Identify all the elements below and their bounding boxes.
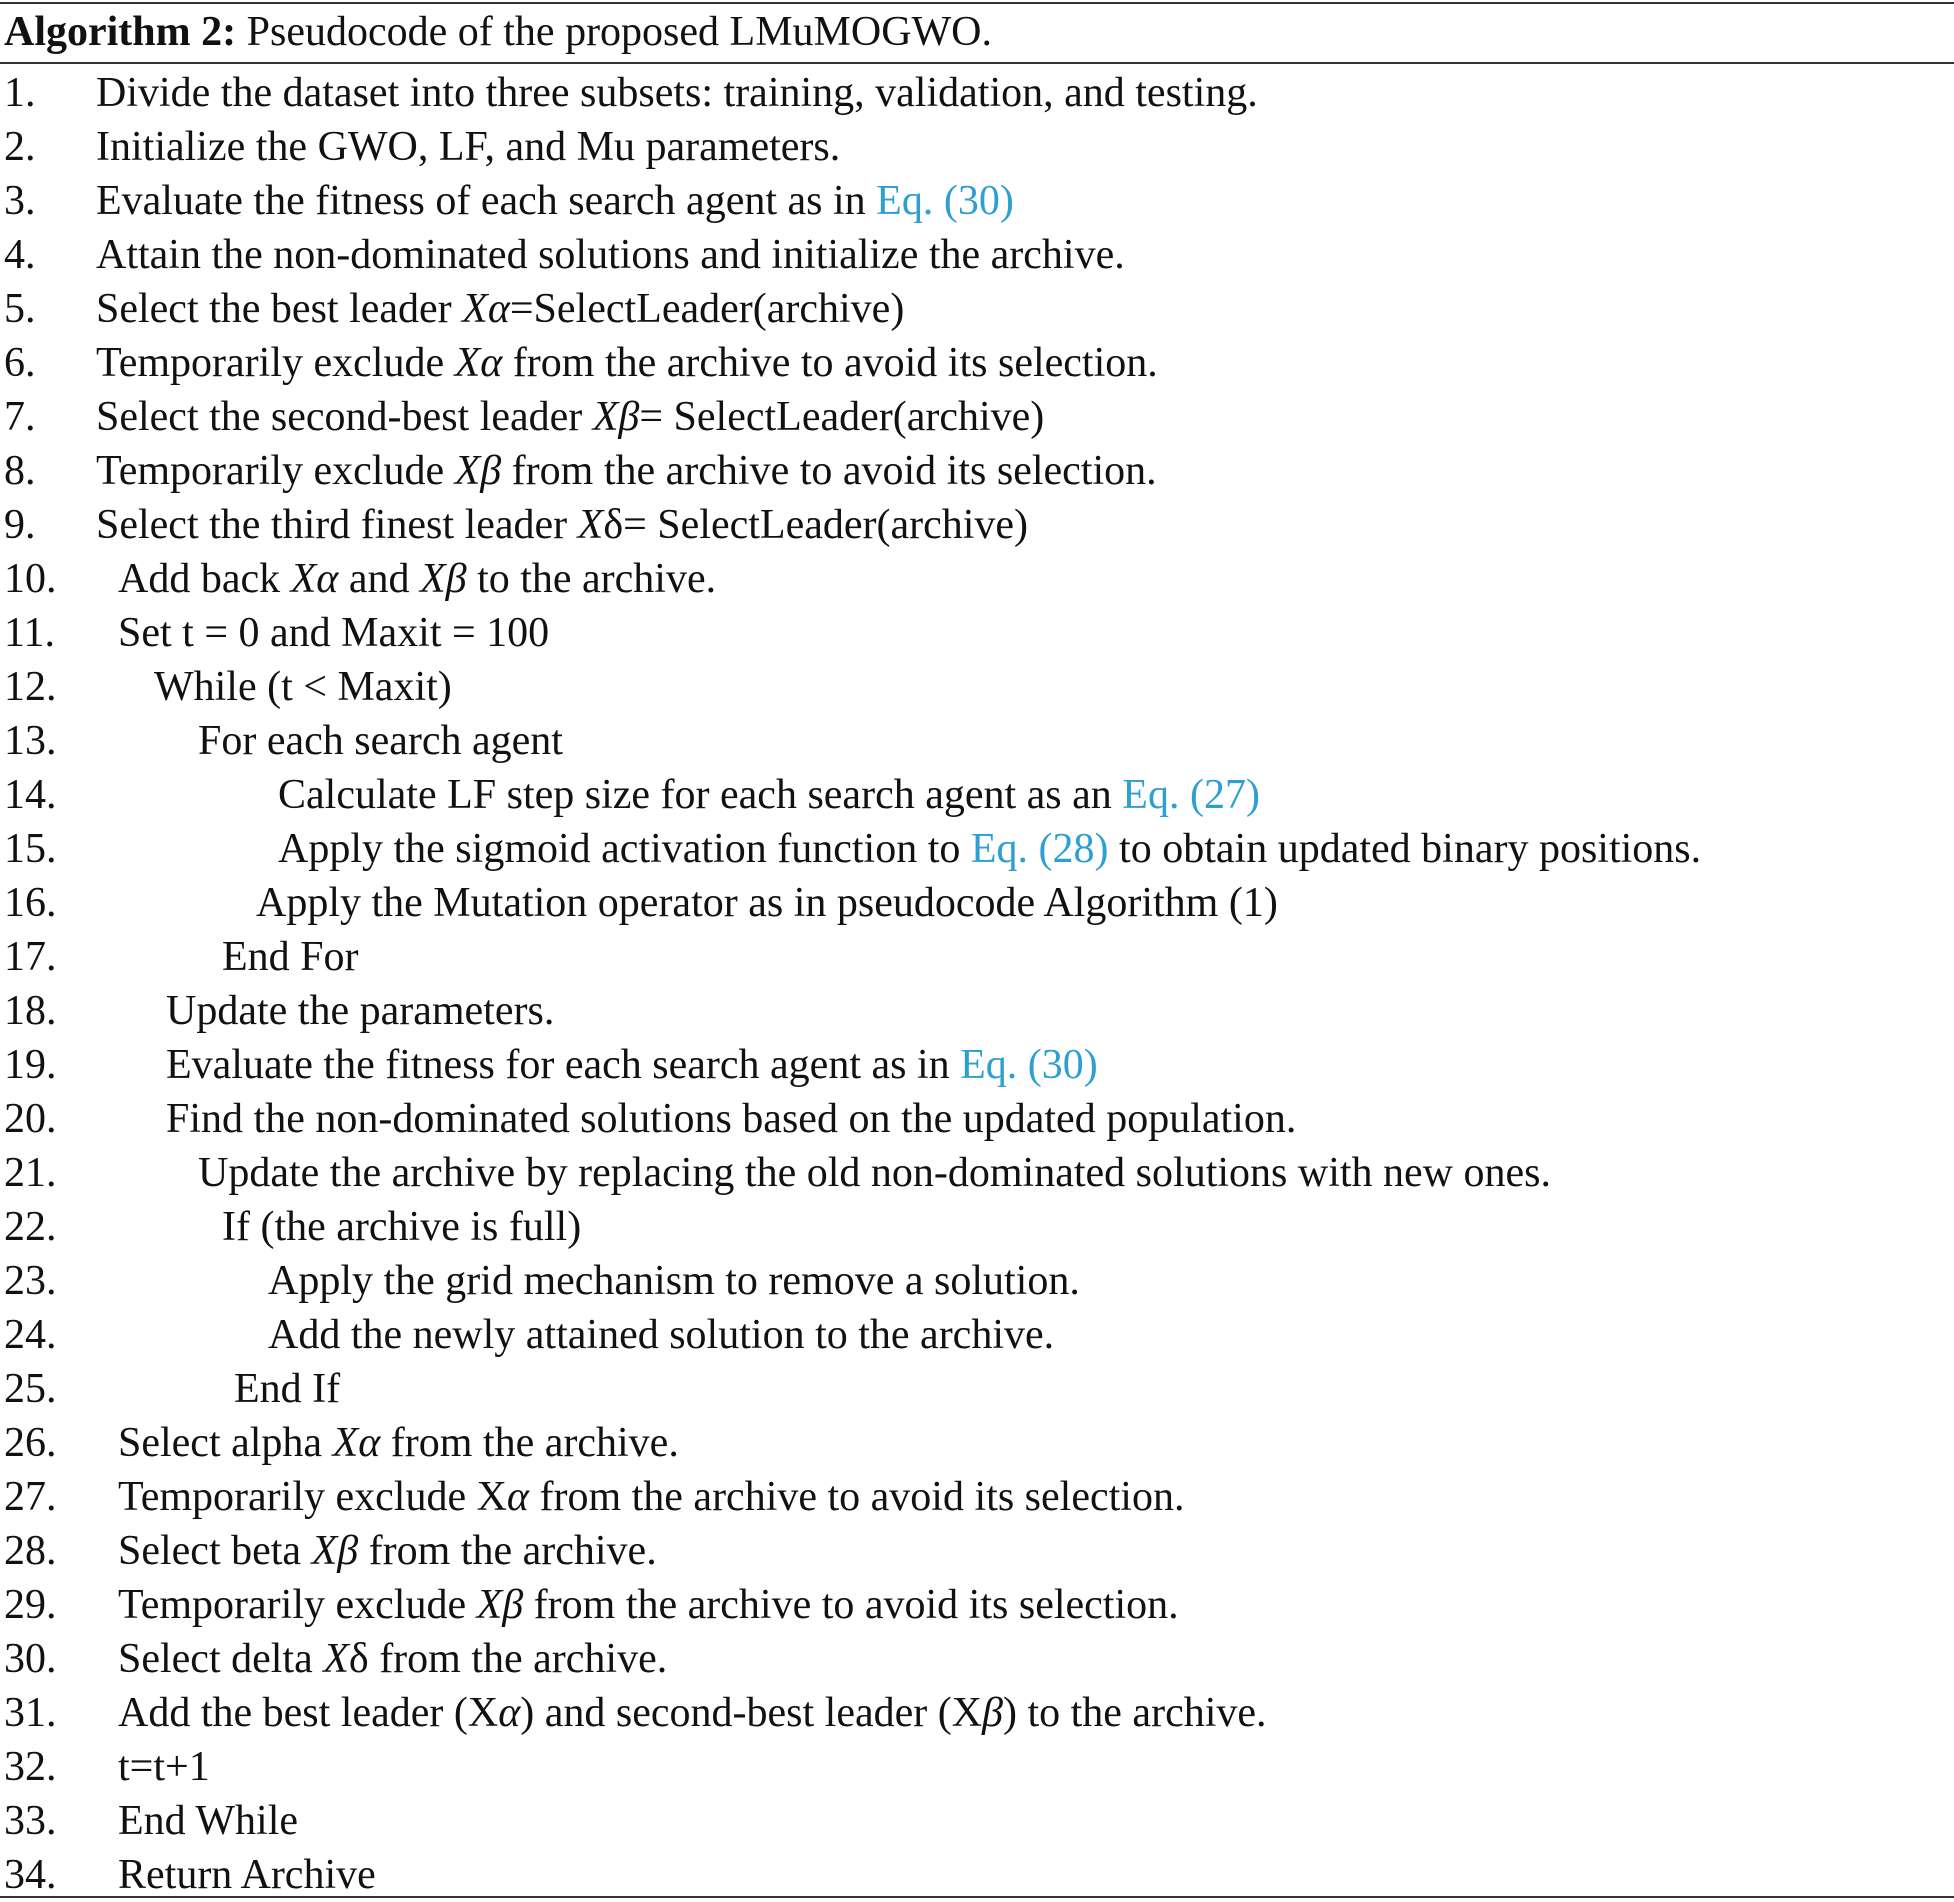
step-number: 26. xyxy=(4,1420,57,1466)
math-symbol: Xβ xyxy=(311,1528,359,1574)
math-symbol: Xβ xyxy=(592,394,640,440)
step-number: 23. xyxy=(4,1258,57,1304)
algorithm-step xyxy=(0,822,1954,876)
step-text xyxy=(268,1308,1054,1362)
equation-reference-link[interactable]: Eq. (28) xyxy=(970,826,1109,872)
step-text xyxy=(96,336,1158,390)
step-text xyxy=(96,390,1044,444)
step-text-segment: to obtain updated binary positions. xyxy=(1108,826,1702,872)
step-text xyxy=(166,1092,1296,1146)
algorithm-step xyxy=(0,390,1954,444)
step-text-segment: Temporarily exclude X xyxy=(118,1474,507,1520)
caption-text: Pseudocode of the proposed LMuMOGWO. xyxy=(246,9,993,55)
math-symbol: X xyxy=(323,1636,349,1682)
step-text xyxy=(96,444,1157,498)
equation-reference-link[interactable]: Eq. (30) xyxy=(876,178,1014,224)
step-text-segment: from the archive to avoid its selection. xyxy=(528,1474,1185,1520)
step-text-segment: Select the best leader xyxy=(96,286,463,332)
caption-label: Algorithm 2: xyxy=(4,9,237,55)
algorithm-step xyxy=(0,876,1954,930)
step-text xyxy=(118,1632,667,1686)
step-text xyxy=(118,552,716,606)
step-number: 15. xyxy=(4,826,57,872)
header-rule xyxy=(0,62,1954,64)
algorithm-step xyxy=(0,1092,1954,1146)
step-text-segment: Evaluate the fitness for each search agent as in xyxy=(166,1042,961,1088)
step-text-segment: Attain the non-dominated solutions and initialize the archive. xyxy=(96,232,1125,278)
algorithm-steps xyxy=(0,66,1954,1902)
step-text-segment: δ= SelectLeader(archive) xyxy=(603,502,1029,548)
step-text-segment: from the archive to avoid its selection. xyxy=(502,340,1158,386)
algorithm-caption xyxy=(4,2,992,62)
algorithm-step xyxy=(0,336,1954,390)
step-number: 14. xyxy=(4,772,57,818)
step-text-segment: Select alpha xyxy=(118,1420,333,1466)
step-text xyxy=(166,984,554,1038)
math-symbol: Xα xyxy=(454,340,503,386)
algorithm-step xyxy=(0,1146,1954,1200)
step-text xyxy=(118,1740,210,1794)
step-text-segment: from the archive. xyxy=(380,1420,679,1466)
math-symbol: α xyxy=(506,1474,529,1520)
math-symbol: Xα xyxy=(332,1420,381,1466)
step-text xyxy=(96,282,904,336)
step-text-segment: Return Archive xyxy=(118,1852,376,1898)
step-text-segment: Add back xyxy=(118,556,291,602)
step-text-segment: Divide the dataset into three subsets: training, validation, and testing. xyxy=(96,70,1258,116)
algorithm-step xyxy=(0,1416,1954,1470)
step-text-segment: End For xyxy=(222,934,359,980)
math-symbol: Xβ xyxy=(454,448,502,494)
step-text xyxy=(118,1686,1267,1740)
step-text-segment: End If xyxy=(234,1366,341,1412)
step-number: 2. xyxy=(4,124,36,170)
step-text-segment: to the archive. xyxy=(466,556,717,602)
step-text xyxy=(268,1254,1080,1308)
algorithm-step xyxy=(0,930,1954,984)
equation-reference-link[interactable]: Eq. (30) xyxy=(960,1042,1098,1088)
step-text xyxy=(96,228,1125,282)
step-number: 27. xyxy=(4,1474,57,1520)
step-text-segment: from the archive. xyxy=(358,1528,657,1574)
step-number: 22. xyxy=(4,1204,57,1250)
step-text-segment: and xyxy=(338,556,420,602)
math-symbol: α xyxy=(498,1690,521,1736)
step-text-segment: Apply the sigmoid activation function to xyxy=(278,826,971,872)
algorithm-step xyxy=(0,498,1954,552)
step-number: 25. xyxy=(4,1366,57,1412)
step-text xyxy=(118,1416,679,1470)
step-number: 32. xyxy=(4,1744,57,1790)
step-number: 11. xyxy=(4,610,55,656)
step-number: 7. xyxy=(4,394,36,440)
step-text-segment: Find the non-dominated solutions based on the updated population. xyxy=(166,1096,1297,1142)
algorithm-step xyxy=(0,552,1954,606)
step-number: 19. xyxy=(4,1042,57,1088)
math-symbol: X xyxy=(577,502,604,548)
step-text xyxy=(278,822,1701,876)
step-text-segment: Update the archive by replacing the old non-dominated solutions with new ones. xyxy=(198,1150,1552,1196)
step-text xyxy=(96,498,1028,552)
algorithm-step xyxy=(0,1038,1954,1092)
algorithm-step xyxy=(0,1200,1954,1254)
equation-reference-link[interactable]: Eq. (27) xyxy=(1122,772,1260,818)
algorithm-step xyxy=(0,1470,1954,1524)
step-text xyxy=(118,1848,376,1902)
step-text xyxy=(118,1524,657,1578)
math-symbol: β xyxy=(982,1690,1003,1736)
step-text xyxy=(118,1578,1179,1632)
math-symbol: Xα xyxy=(290,556,339,602)
step-text xyxy=(222,930,359,984)
step-number: 9. xyxy=(4,502,36,548)
step-number: 29. xyxy=(4,1582,57,1628)
algorithm-step xyxy=(0,120,1954,174)
step-number: 6. xyxy=(4,340,36,386)
math-symbol: Xβ xyxy=(419,556,467,602)
step-text xyxy=(278,768,1260,822)
step-text-segment: Set t = 0 and Maxit = 100 xyxy=(118,610,550,656)
step-text xyxy=(234,1362,340,1416)
step-number: 8. xyxy=(4,448,36,494)
step-text xyxy=(96,66,1258,120)
step-text-segment: from the archive to avoid its selection. xyxy=(523,1582,1179,1628)
algorithm-step xyxy=(0,606,1954,660)
step-text-segment: t=t+1 xyxy=(118,1744,210,1790)
step-number: 30. xyxy=(4,1636,57,1682)
step-text xyxy=(118,1470,1184,1524)
step-number: 24. xyxy=(4,1312,57,1358)
algorithm-step xyxy=(0,174,1954,228)
step-text-segment: If (the archive is full) xyxy=(222,1204,582,1250)
step-text-segment: Calculate LF step size for each search agent as an xyxy=(278,772,1123,818)
step-text-segment: For each search agent xyxy=(198,718,563,764)
step-text-segment: Temporarily exclude xyxy=(118,1582,477,1628)
math-symbol: Xβ xyxy=(476,1582,524,1628)
step-text-segment: Add the newly attained solution to the archive. xyxy=(268,1312,1055,1358)
step-number: 31. xyxy=(4,1690,57,1736)
step-text xyxy=(198,1146,1551,1200)
step-text-segment: = SelectLeader(archive) xyxy=(639,394,1045,440)
step-number: 17. xyxy=(4,934,57,980)
step-number: 1. xyxy=(4,70,36,116)
step-number: 13. xyxy=(4,718,57,764)
step-text-segment: =SelectLeader(archive) xyxy=(509,286,905,332)
step-text-segment: Select beta xyxy=(118,1528,312,1574)
step-text xyxy=(96,174,1014,228)
step-text-segment: Evaluate the fitness of each search agent as in xyxy=(96,178,877,224)
step-text-segment: Apply the grid mechanism to remove a solution. xyxy=(268,1258,1080,1304)
step-text-segment: While (t < Maxit) xyxy=(154,664,452,710)
step-number: 3. xyxy=(4,178,36,224)
algorithm-step xyxy=(0,768,1954,822)
algorithm-step xyxy=(0,1632,1954,1686)
step-text xyxy=(222,1200,581,1254)
algorithm-step xyxy=(0,1740,1954,1794)
algorithm-step xyxy=(0,660,1954,714)
algorithm-step xyxy=(0,1524,1954,1578)
step-text xyxy=(96,120,840,174)
step-text-segment: Initialize the GWO, LF, and Mu parameters. xyxy=(96,124,841,170)
step-number: 12. xyxy=(4,664,57,710)
step-text-segment: ) to the archive. xyxy=(1002,1690,1267,1736)
step-text-segment: δ from the archive. xyxy=(348,1636,668,1682)
step-text xyxy=(118,606,549,660)
algorithm-step xyxy=(0,66,1954,120)
algorithm-step xyxy=(0,984,1954,1038)
algorithm-step xyxy=(0,228,1954,282)
step-text-segment: Select delta xyxy=(118,1636,324,1682)
step-text xyxy=(198,714,563,768)
math-symbol: Xα xyxy=(462,286,510,332)
step-number: 5. xyxy=(4,286,36,332)
step-number: 21. xyxy=(4,1150,57,1196)
step-text xyxy=(118,1794,298,1848)
step-number: 33. xyxy=(4,1798,57,1844)
step-text-segment: Select the second-best leader xyxy=(96,394,593,440)
step-text-segment: Temporarily exclude xyxy=(96,448,455,494)
step-number: 28. xyxy=(4,1528,57,1574)
algorithm-step xyxy=(0,1848,1954,1902)
bottom-rule xyxy=(0,1896,1954,1898)
step-text-segment: Select the third finest leader xyxy=(96,502,578,548)
step-text-segment: Temporarily exclude xyxy=(96,340,455,386)
step-number: 20. xyxy=(4,1096,57,1142)
step-text-segment: End While xyxy=(118,1798,299,1844)
step-number: 16. xyxy=(4,880,57,926)
step-text xyxy=(166,1038,1098,1092)
algorithm-step xyxy=(0,1308,1954,1362)
algorithm-step xyxy=(0,714,1954,768)
algorithm-step xyxy=(0,282,1954,336)
step-text xyxy=(256,876,1278,930)
step-number: 10. xyxy=(4,556,57,602)
step-text-segment: Update the parameters. xyxy=(166,988,555,1034)
algorithm-step xyxy=(0,1794,1954,1848)
step-number: 4. xyxy=(4,232,36,278)
step-text-segment: Add the best leader (X xyxy=(118,1690,499,1736)
algorithm-step xyxy=(0,444,1954,498)
algorithm-step xyxy=(0,1686,1954,1740)
step-number: 18. xyxy=(4,988,57,1034)
step-text xyxy=(154,660,452,714)
algorithm-step xyxy=(0,1578,1954,1632)
step-number: 34. xyxy=(4,1852,57,1898)
step-text-segment: Apply the Mutation operator as in pseudocode Algorithm (1) xyxy=(256,880,1278,926)
step-text-segment: from the archive to avoid its selection. xyxy=(501,448,1157,494)
algorithm-step xyxy=(0,1362,1954,1416)
step-text-segment: ) and second-best leader (X xyxy=(520,1690,983,1736)
algorithm-step xyxy=(0,1254,1954,1308)
